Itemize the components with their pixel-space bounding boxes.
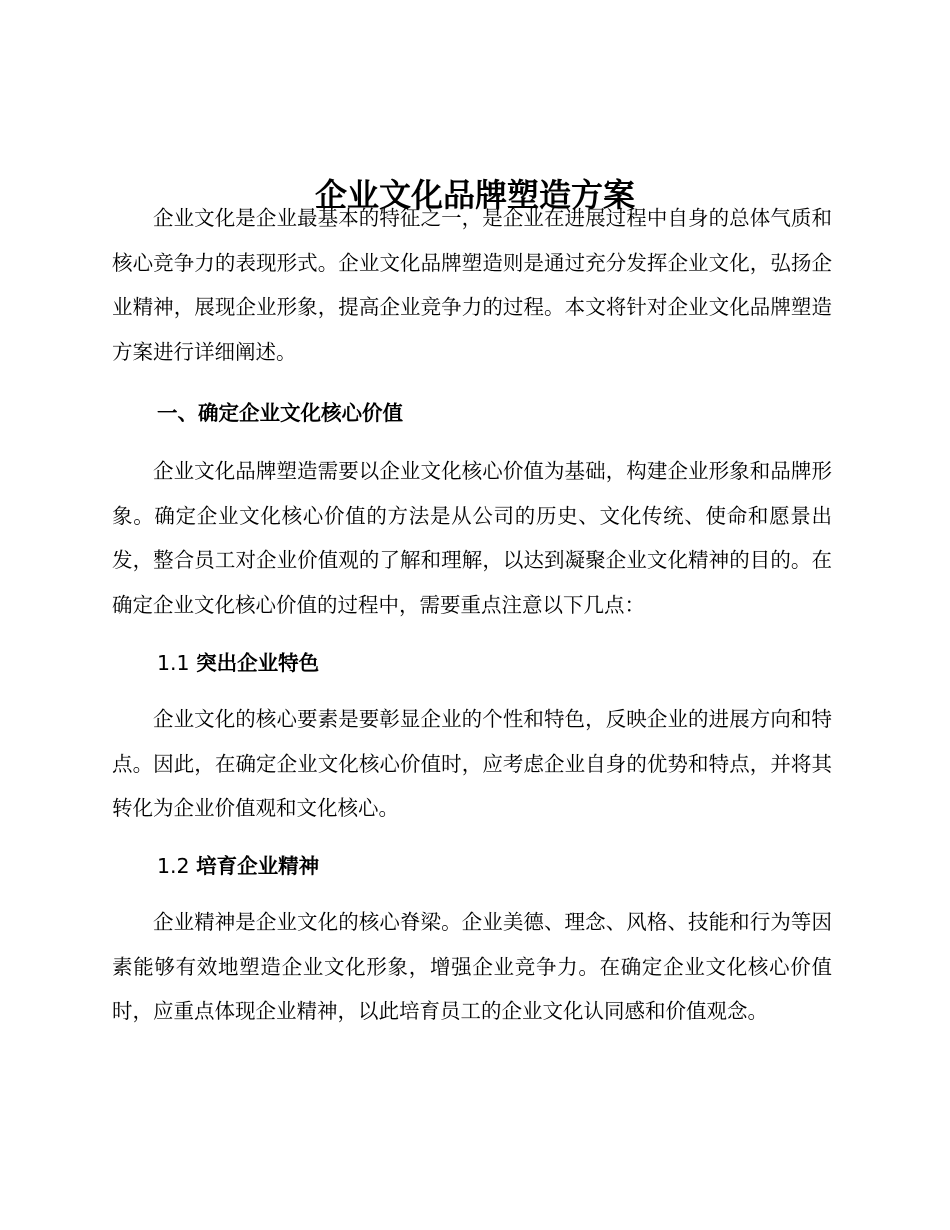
subsection-1-1-heading bbox=[157, 648, 837, 678]
subsection-1-2-number: 1.2 bbox=[157, 854, 190, 878]
section-1-paragraph: 企业文化品牌塑造需要以企业文化核心价值为基础，构建企业形象和品牌形象。确定企业文化核心价值的方法是从公司的历史、文化传统、使命和愿景出发，整合员工对企业价值观的了解和理解，以达到凝聚企业文化精神的目的。在确定企业文化核心价值的过程中，需要重点注意以下几点： bbox=[112, 459, 832, 618]
document-title: 企业文化品牌塑造方案 bbox=[314, 176, 635, 215]
subsection-1-2-title: 培育企业精神 bbox=[196, 854, 320, 878]
subsection-1-1-title: 突出企业特色 bbox=[196, 651, 320, 675]
subsection-1-2-heading bbox=[157, 851, 837, 881]
subsection-1-2-paragraph: 企业精神是企业文化的核心脊梁。企业美德、理念、风格、技能和行为等因素能够有效地塑造企业文化形象，增强企业竞争力。在确定企业文化核心价值时，应重点体现企业精神，以此培育员工的企业文化认同感和价值观念。 bbox=[112, 910, 832, 1024]
intro-paragraph: 企业文化是企业最基本的特征之一，是企业在进展过程中自身的总体气质和核心竞争力的表现形式。企业文化品牌塑造则是通过充分发挥企业文化，弘扬企业精神，展现企业形象，提高企业竞争力的过程。本文将针对企业文化品牌塑造方案进行详细阐述。 bbox=[112, 206, 832, 365]
subsection-1-1-number: 1.1 bbox=[157, 651, 190, 675]
section-1-heading: 一、确定企业文化核心价值 bbox=[157, 401, 403, 425]
subsection-1-1-paragraph: 企业文化的核心要素是要彰显企业的个性和特色，反映企业的进展方向和特点。因此，在确定企业文化核心价值时，应考虑企业自身的优势和特点，并将其转化为企业价值观和文化核心。 bbox=[112, 707, 832, 821]
